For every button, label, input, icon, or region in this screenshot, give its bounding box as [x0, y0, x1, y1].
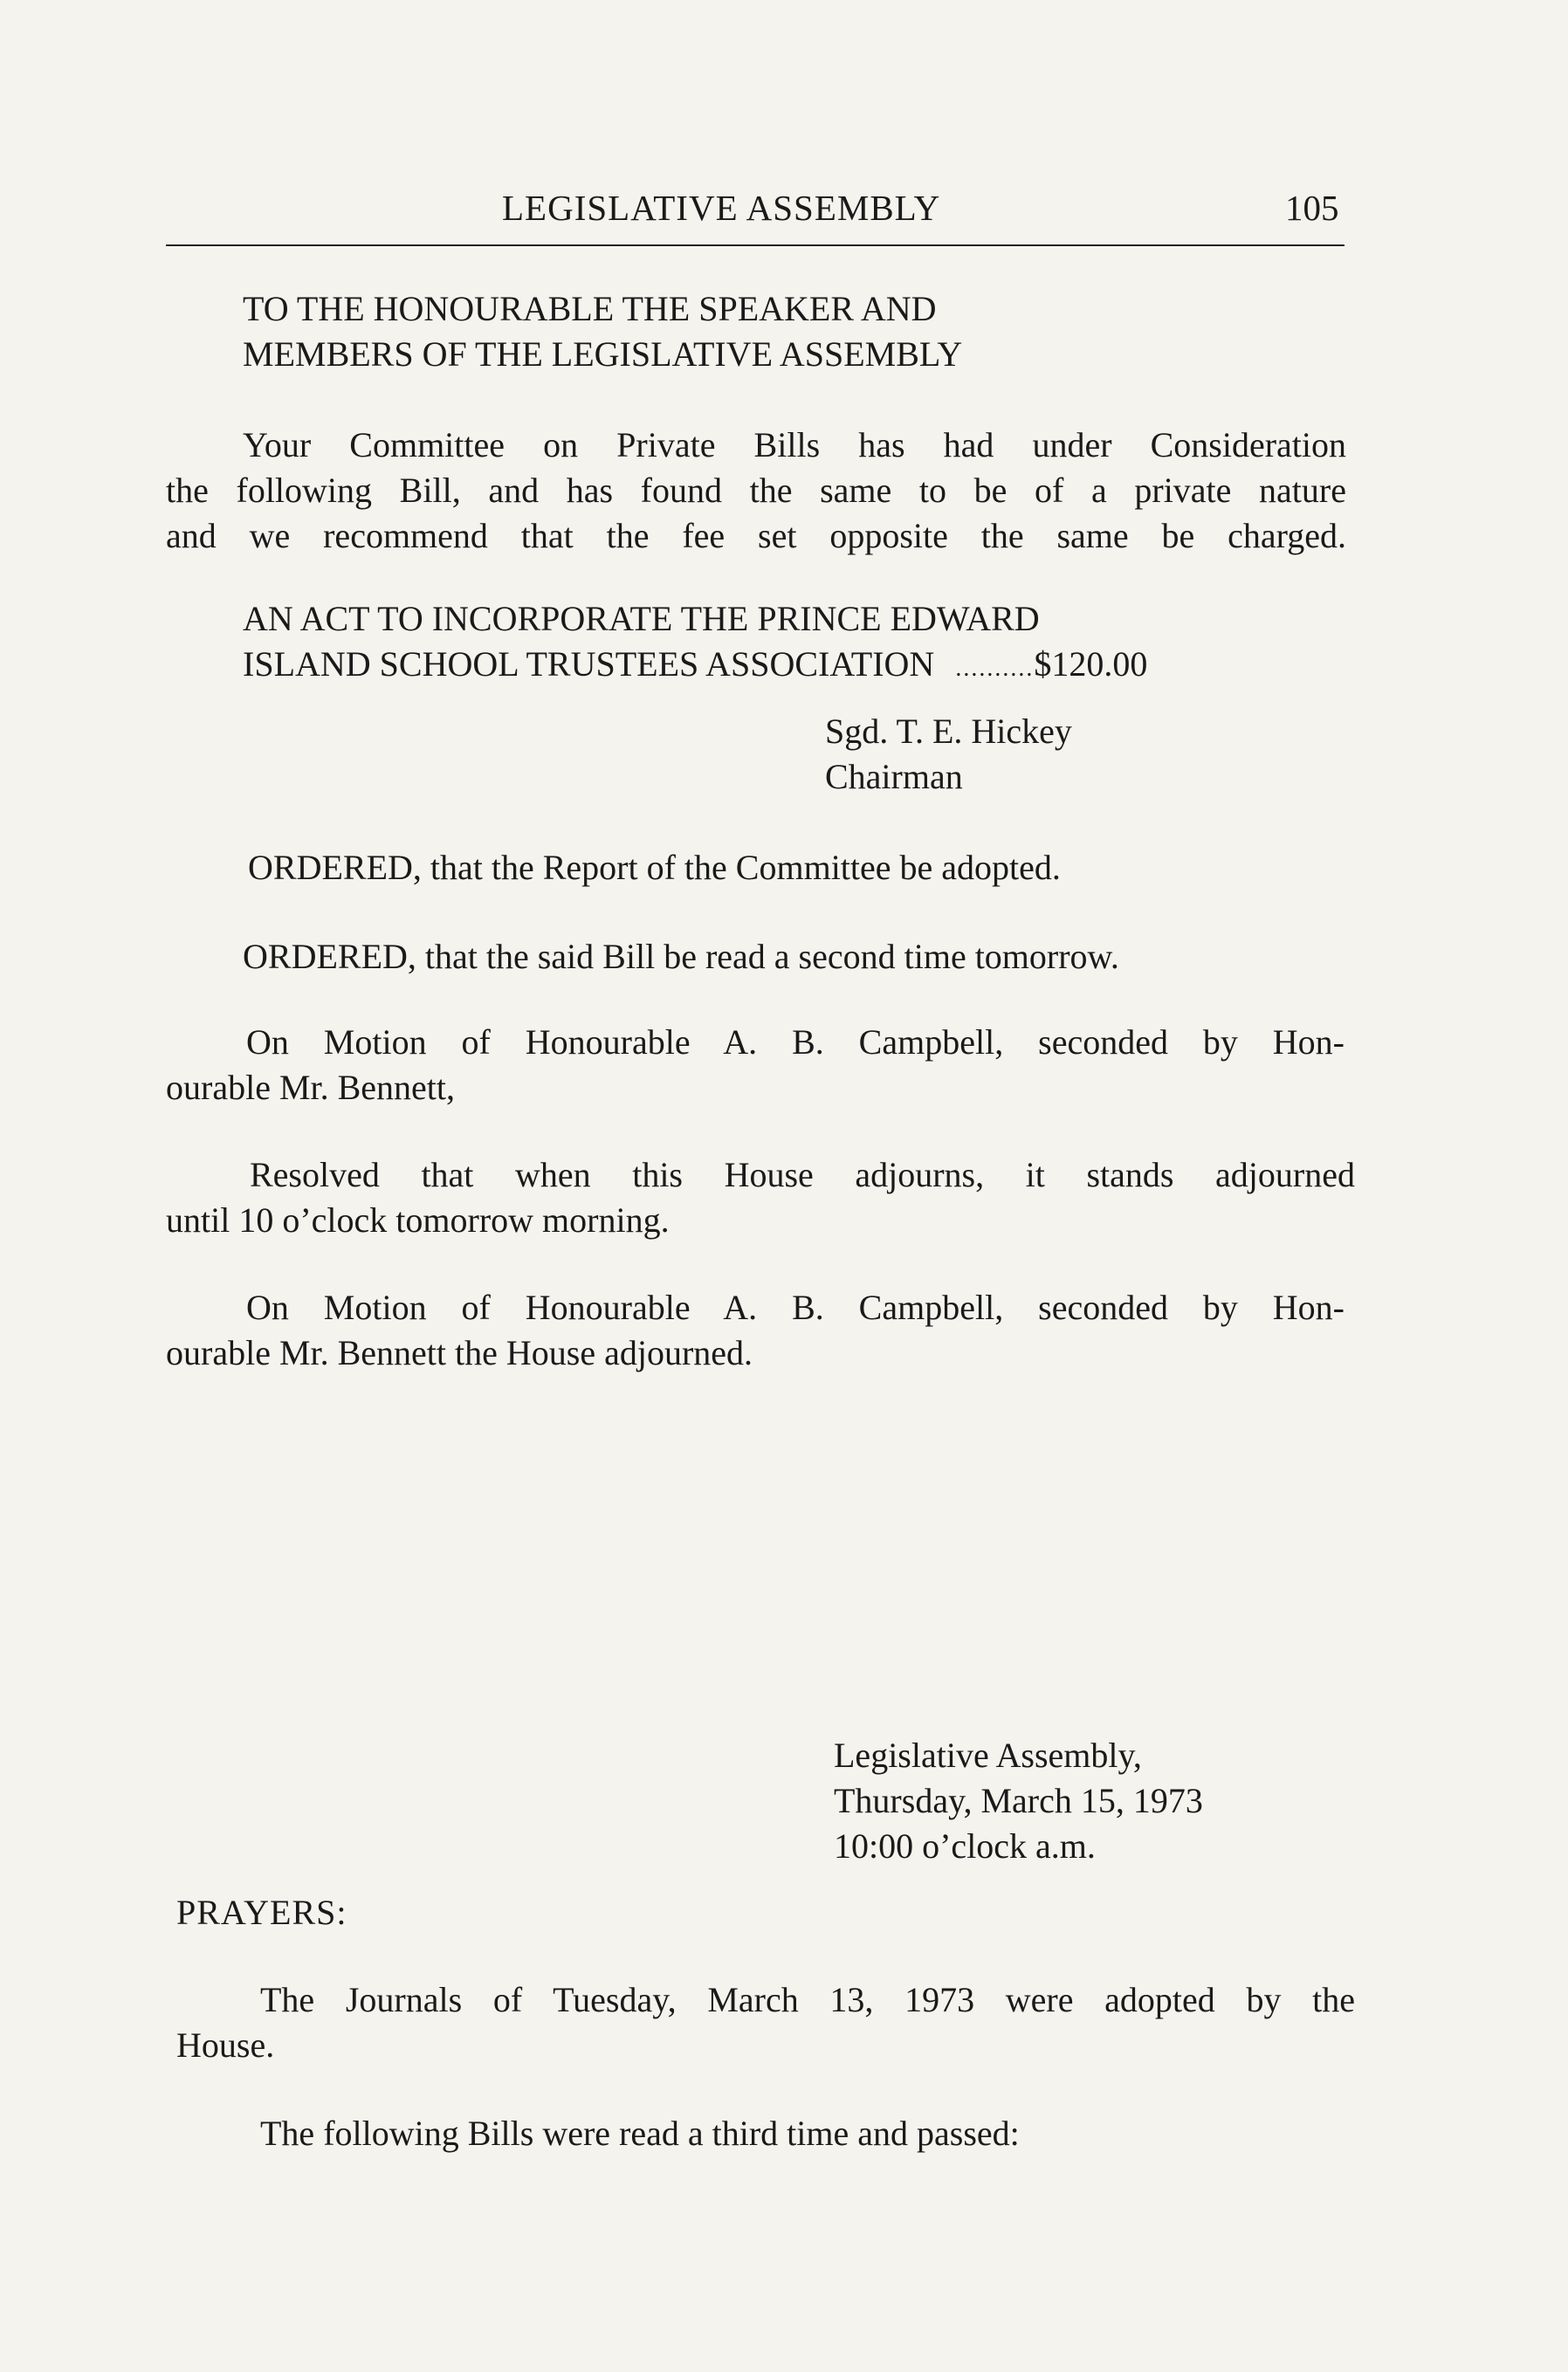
address-line-1: TO THE HONOURABLE THE SPEAKER AND	[243, 289, 937, 328]
dateline-place: Legislative Assembly,	[834, 1736, 1142, 1775]
ordered-report-adopted: ORDERED, that the Report of the Committee be adopted.	[248, 848, 1061, 887]
report-line-3: and we recommend that the fee set opposite the same be charged.	[166, 516, 1346, 555]
signature-block	[825, 709, 1072, 800]
bill-title-line-1: AN ACT TO INCORPORATE THE PRINCE EDWARD	[243, 599, 1040, 638]
bill-title-line-2	[243, 642, 1350, 691]
prayers-heading: PRAYERS:	[176, 1893, 347, 1932]
signature-name: Sgd. T. E. Hickey	[825, 712, 1072, 751]
resolved-line-2: until 10 o’clock tomorrow morning.	[166, 1200, 670, 1240]
signature-title: Chairman	[825, 757, 963, 796]
motion-paragraph-2	[166, 1285, 1344, 1376]
report-line-1: Your Committee on Private Bills has had under Consideration	[243, 425, 1346, 464]
address-line-2: MEMBERS OF THE LEGISLATIVE ASSEMBLY	[243, 334, 963, 374]
journals-line-2: House.	[176, 2025, 275, 2065]
resolved-line-1: Resolved that when this House adjourns, it stands adjourned	[250, 1155, 1355, 1194]
running-header-title: LEGISLATIVE ASSEMBLY	[502, 188, 941, 228]
motion-2-line-2: ourable Mr. Bennett the House adjourned.	[166, 1333, 753, 1372]
header-rule	[166, 244, 1344, 246]
committee-report-paragraph	[166, 423, 1346, 559]
bill-title-block	[243, 596, 1350, 691]
motion-paragraph-1	[166, 1020, 1344, 1110]
journals-paragraph	[166, 1977, 1355, 2068]
bill-fee: $120.00	[1034, 644, 1148, 684]
dateline-time: 10:00 o’clock a.m.	[834, 1826, 1096, 1866]
motion-1-line-2: ourable Mr. Bennett,	[166, 1068, 456, 1107]
page-number: 105	[1285, 188, 1339, 228]
bill-title-line-2-text: ISLAND SCHOOL TRUSTEES ASSOCIATION	[243, 644, 935, 684]
journals-line-1: The Journals of Tuesday, March 13, 1973 were adopted by the	[260, 1980, 1355, 2019]
resolved-paragraph	[166, 1152, 1355, 1243]
dateline-block	[834, 1733, 1203, 1869]
ordered-second-reading: ORDERED, that the said Bill be read a second time tomorrow.	[243, 937, 1119, 976]
bills-passed-statement: The following Bills were read a third time and passed:	[260, 2114, 1020, 2153]
address-block	[243, 286, 962, 377]
motion-2-line-1: On Motion of Honourable A. B. Campbell, seconded by Hon-	[246, 1288, 1344, 1327]
leader-dots: ..........	[955, 655, 1035, 682]
report-line-2: the following Bill, and has found the same to be of a private nature	[166, 471, 1346, 510]
dateline-date: Thursday, March 15, 1973	[834, 1781, 1203, 1820]
motion-1-line-1: On Motion of Honourable A. B. Campbell, seconded by Hon-	[246, 1022, 1344, 1062]
